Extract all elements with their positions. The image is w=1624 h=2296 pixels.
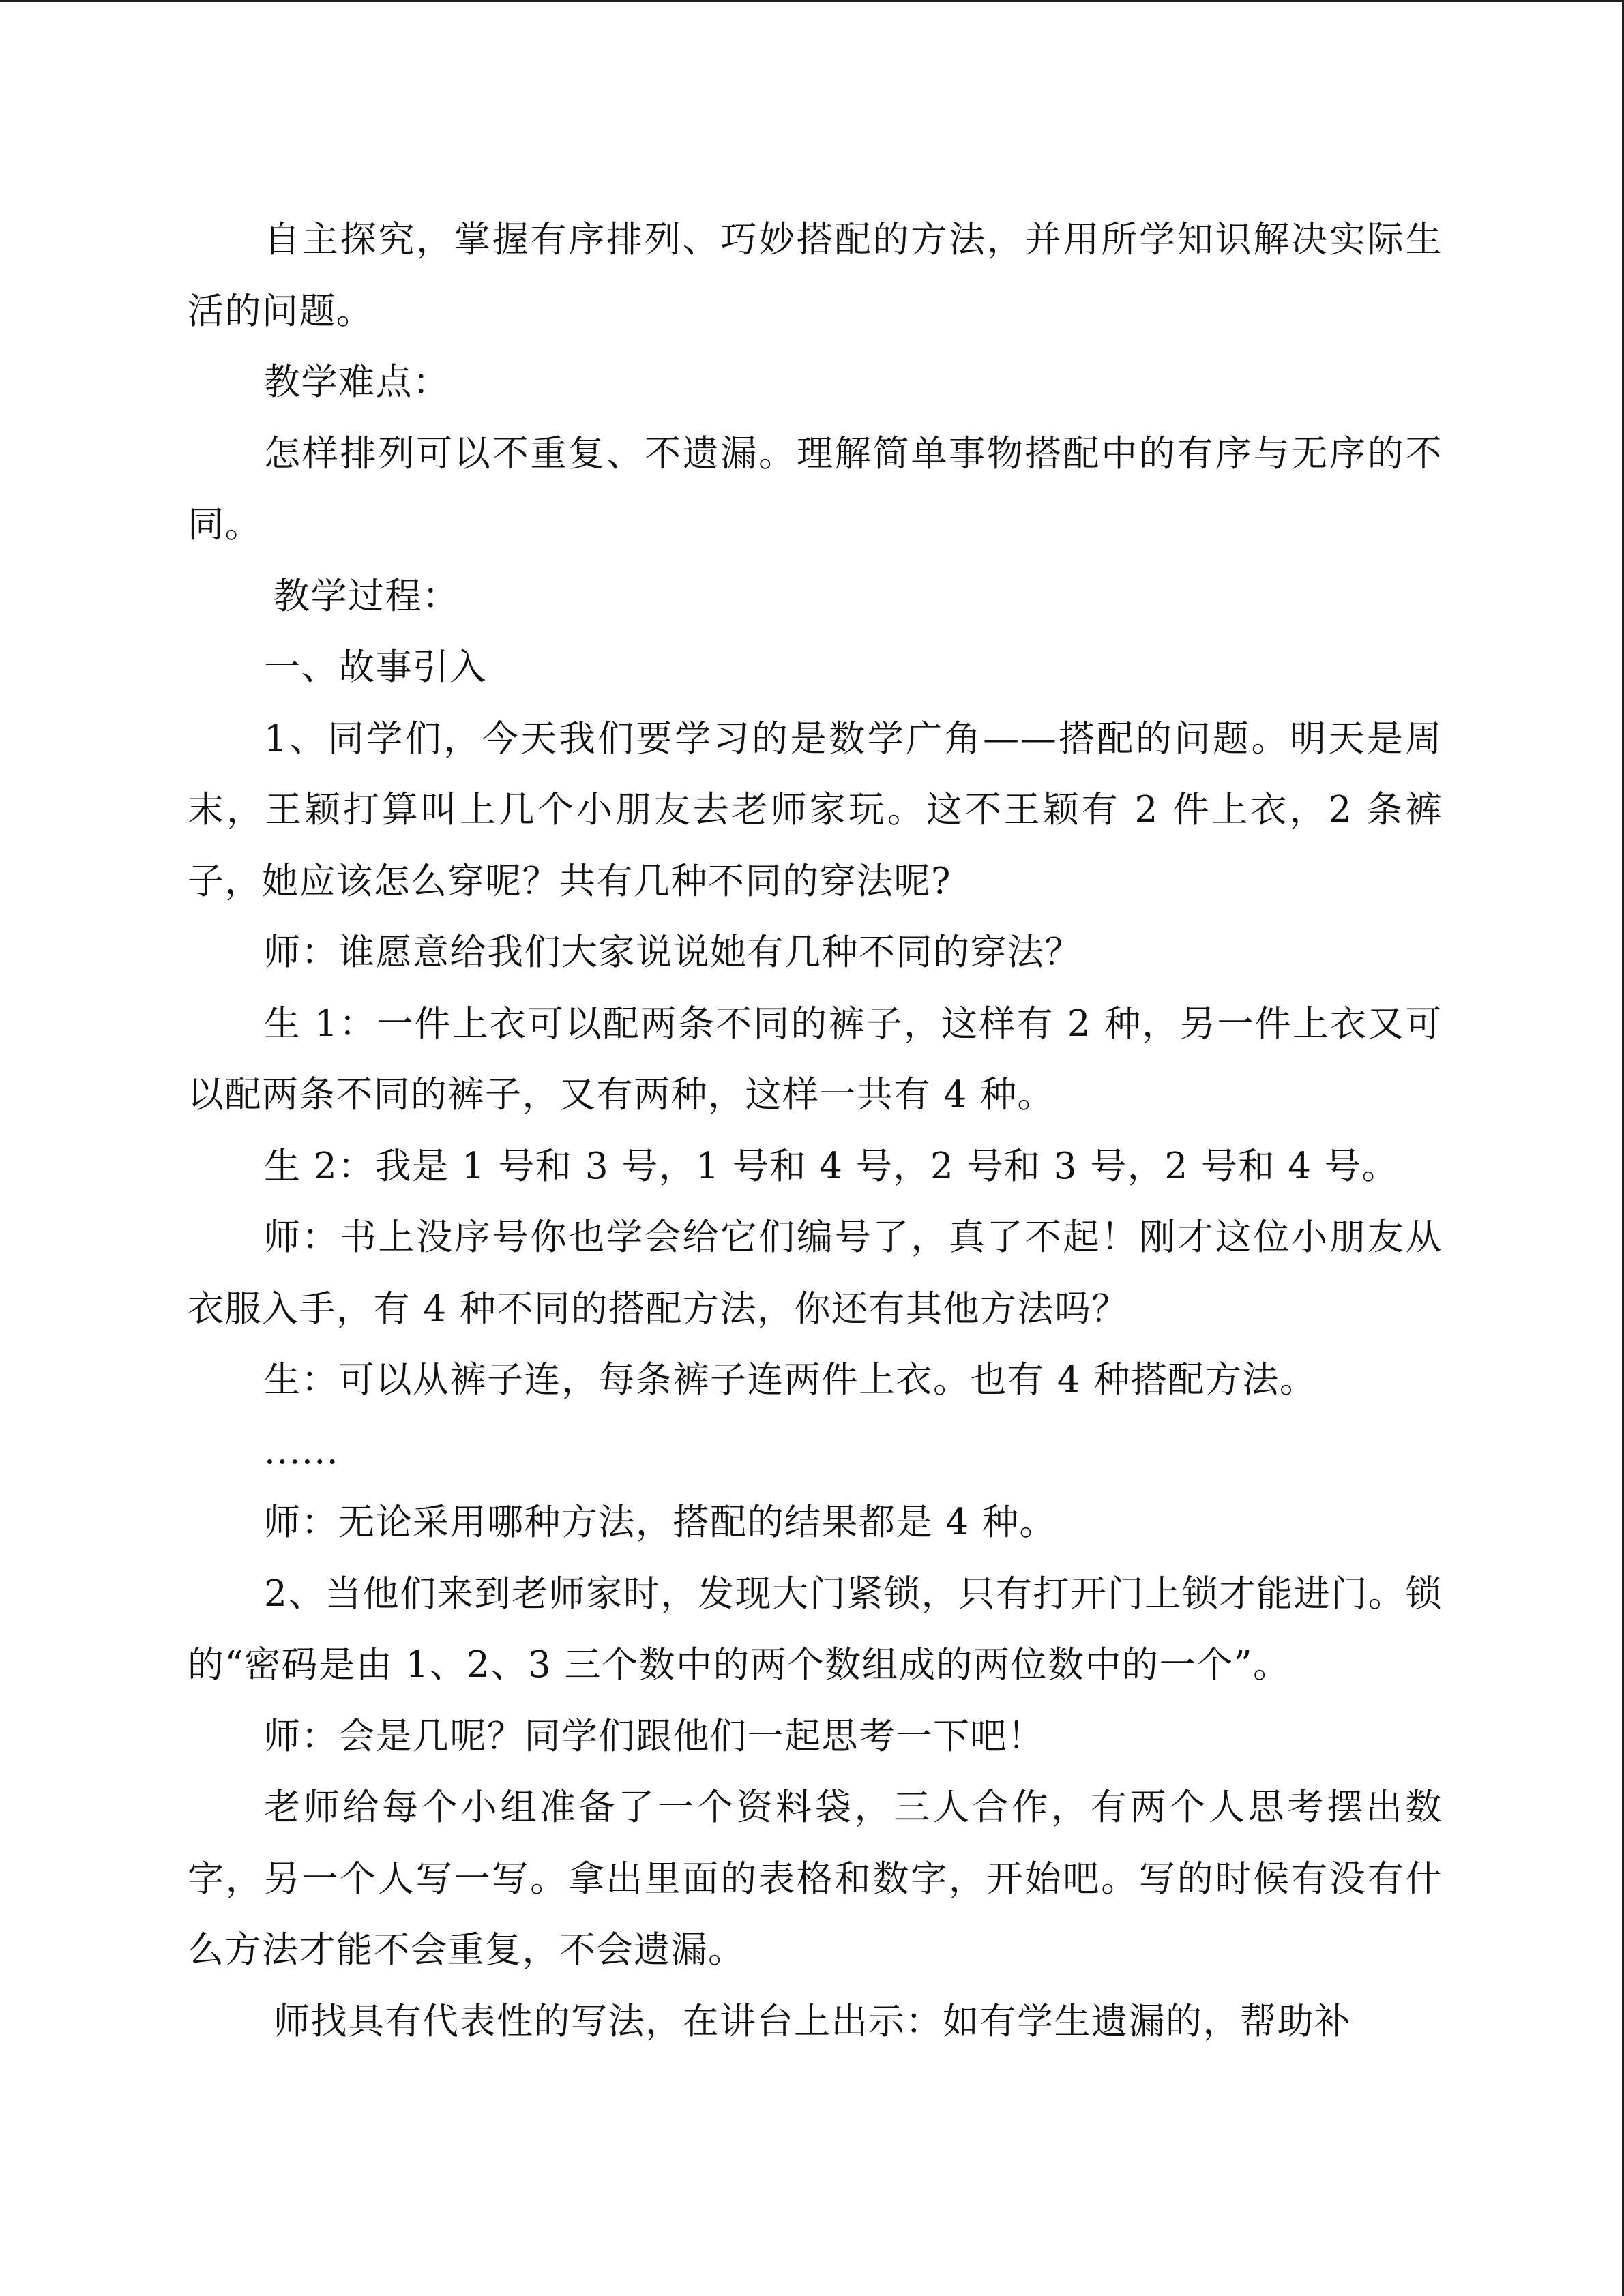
heading-teaching-process: 教学过程： <box>274 575 460 617</box>
paragraph-student-1: 生 1：一件上衣可以配两条不同的裤子，这样有 2 种，另一件上衣又可以配两条不同的裤子，又有两种，这样一共有 4 种。 <box>188 1002 1443 1116</box>
paragraph-group-activity: 老师给每个小组准备了一个资料袋，三人合作，有两个人思考摆出数字，另一个人写一写。拿出里面的表格和数字，开始吧。写的时候有没有什么方法才能不会重复，不会遗漏。 <box>188 1787 1443 1971</box>
document-body <box>188 205 1443 2057</box>
paragraph-teacher-praise: 师：书上没序号你也学会给它们编号了，真了不起！刚才这位小朋友从衣服入手，有 4 种不同的搭配方法，你还有其他方法吗？ <box>188 1217 1443 1330</box>
paragraph-intro-1: 1、同学们，今天我们要学习的是数学广角——搭配的问题。明天是周末，王颖打算叫上几个小朋友去老师家玩。这不王颖有 2 件上衣，2 条裤子，她应该怎么穿呢？共有几种不同的穿法呢? <box>188 717 1443 902</box>
paragraph-student-2: 生 2：我是 1 号和 3 号，1 号和 4 号，2 号和 3 号，2 号和 4 号。 <box>264 1145 1399 1187</box>
paragraph-ellipsis: ...... <box>264 1430 340 1472</box>
heading-teaching-difficulty: 教学难点： <box>264 361 450 403</box>
paragraph-teacher-prompt: 师：会是几呢？同学们跟他们一起思考一下吧！ <box>264 1715 1045 1757</box>
paragraph-teacher-summary: 师：无论采用哪种方法，搭配的结果都是 4 种。 <box>264 1502 1057 1543</box>
paragraph-difficulty: 怎样排列可以不重复、不遗漏。理解简单事物搭配中的有序与无序的不同。 <box>188 432 1443 546</box>
paragraph-student-answer: 生：可以从裤子连，每条裤子连两件上衣。也有 4 种搭配方法。 <box>264 1359 1317 1401</box>
heading-story-intro: 一、故事引入 <box>264 646 487 688</box>
paragraph-teacher-question: 师：谁愿意给我们大家说说她有几种不同的穿法？ <box>264 931 1082 973</box>
page-top-border <box>0 0 1624 2</box>
paragraph-intro-2: 2、当他们来到老师家时，发现大门紧锁，只有打开门上锁才能进门。锁的“密码是由 1、2、3 三个数中的两个数组成的两位数中的一个”。 <box>188 1572 1443 1686</box>
paragraph-objective: 自主探究，掌握有序排列、巧妙搭配的方法，并用所学知识解决实际生活的问题。 <box>188 219 1443 332</box>
paragraph-teacher-display: 师找具有代表性的写法，在讲台上出示：如有学生遗漏的，帮助补 <box>274 2000 1352 2042</box>
